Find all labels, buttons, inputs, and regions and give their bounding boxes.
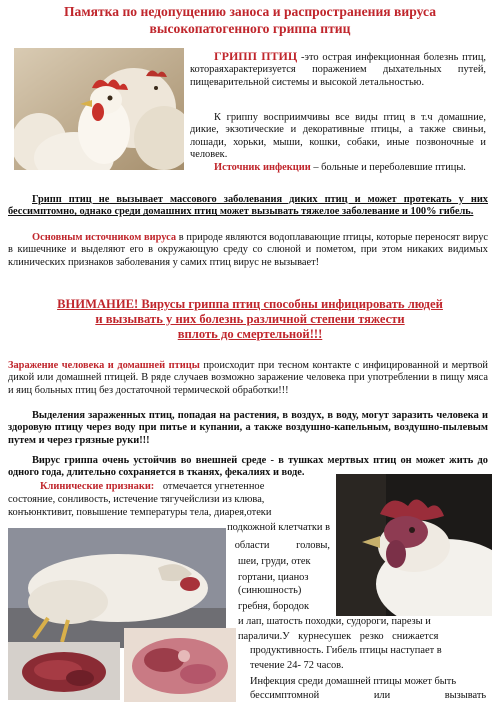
chickens-photo bbox=[14, 48, 184, 170]
vector-paragraph bbox=[8, 232, 488, 269]
clinical-line-14: бессимптомной или вызывать bbox=[250, 690, 487, 701]
internal-organs-photo-2 bbox=[124, 628, 236, 702]
warning-line-1: ВНИМАНИЕ! Вирусы гриппа птиц способны инфицировать людей bbox=[57, 297, 443, 311]
clinical-line-1: состояние, сонливость, истечение тягучейслизи из клюва, bbox=[8, 494, 265, 505]
wild-birds-paragraph: Грипп птиц не вызывает массового заболевания диких птиц и может протекать у них бессимптомно, однако среди домашних птиц может вызывать тяжелое заболевание и 100% гибель. bbox=[8, 194, 488, 218]
clinical-line-9: и лап, шатость походки, судороги, парезы и bbox=[238, 616, 431, 627]
clinical-text-0: отмечается угнетенное bbox=[162, 481, 265, 492]
clinical-line-2: конъюнктивит, повышение температуры тела, диарея,отеки bbox=[8, 507, 272, 518]
clinical-line-3: подкожной клетчатки в bbox=[227, 522, 330, 533]
spread-paragraph: Выделения зараженных птиц, попадая на растения, в воздух, в воду, могут заразить человека и здоровую птицу через воду при питье и купании, а также воздушно-капельным, воздушно-пылевым путем и через грязные руки!!! bbox=[8, 410, 488, 446]
definition-text: -это острая инфекционная болезнь птиц, котораяхарактеризуется поражением дыхательных путей, пищеварительной системы и высокой летальностью. bbox=[190, 52, 486, 88]
source-text: – больные и переболевшие птицы. bbox=[310, 162, 466, 173]
clinical-line-7: (синюшность) bbox=[238, 585, 302, 596]
vector-label: Основным источником вируса bbox=[32, 232, 177, 243]
infection-label: Заражение человека и домашней птицы bbox=[8, 360, 200, 371]
infection-text: происходит при тесном контакте с инфицированной и мертвой дикой или домашней птицей. В ряде случаев возможно заражение человека при употреблении в пищу мяса и яиц больных птиц без достаточной термической обработки!!! bbox=[8, 360, 488, 396]
term-bird-flu: ГРИПП ПТИЦ bbox=[214, 49, 298, 63]
warning-line-2: и вызывать у них болезнь различной степени тяжести bbox=[95, 312, 405, 326]
source-paragraph bbox=[190, 162, 486, 174]
clinical-line-13: Инфекция среди домашней птицы может быть bbox=[250, 676, 457, 687]
clinical-line-0 bbox=[40, 481, 330, 493]
warning-line-3: вплоть до смертельной!!! bbox=[177, 327, 323, 341]
title-line-2: высокопатогенного гриппа птиц bbox=[149, 21, 351, 36]
clinical-line-8: гребня, бородок bbox=[238, 601, 309, 612]
clinical-line-6: гортани, цианоз bbox=[238, 572, 309, 583]
stability-paragraph: Вирус гриппа очень устойчив во внешней среде - в тушках мертвых птиц он может жить до одного года, длительно сохраняется в тканях, фекалиях и воде. bbox=[8, 455, 488, 479]
vector-text: в природе являются водоплавающие птицы, которые переносят вирус в кишечнике и выделяют его в окружающую среду со слюной и пометом, при этом никаких видимых клинических признаков заболевания у самих птиц вирус не вызывает! bbox=[8, 232, 489, 268]
infection-paragraph bbox=[8, 360, 488, 397]
clinical-line-12: течение 24- 72 часов. bbox=[250, 660, 344, 671]
susceptible-paragraph: К гриппу восприимчивы все виды птиц в т.ч домашние, дикие, экзотические и декоративные птицы, а также свиньи, лошади, хорьки, мыши, кошки, собаки, иные позвоночные и человек. bbox=[190, 112, 486, 161]
source-label: Источник инфекции bbox=[214, 162, 311, 173]
warning-block bbox=[20, 297, 480, 342]
clinical-line-10: параличи.У курнесушек резко снижается bbox=[238, 631, 439, 642]
intro-paragraph bbox=[190, 50, 486, 89]
internal-organs-photo-1 bbox=[8, 642, 120, 700]
clinical-line-11: продуктивность. Гибель птицы наступает в bbox=[250, 645, 442, 656]
sick-rooster-photo bbox=[336, 474, 492, 616]
clinical-line-5: шеи, груди, отек bbox=[238, 556, 311, 567]
page-title bbox=[20, 3, 480, 37]
title-line-1: Памятка по недопущению заноса и распространения вируса bbox=[63, 4, 436, 19]
clinical-line-4: области головы, bbox=[234, 540, 330, 551]
clinical-label: Клинические признаки: bbox=[40, 481, 155, 492]
